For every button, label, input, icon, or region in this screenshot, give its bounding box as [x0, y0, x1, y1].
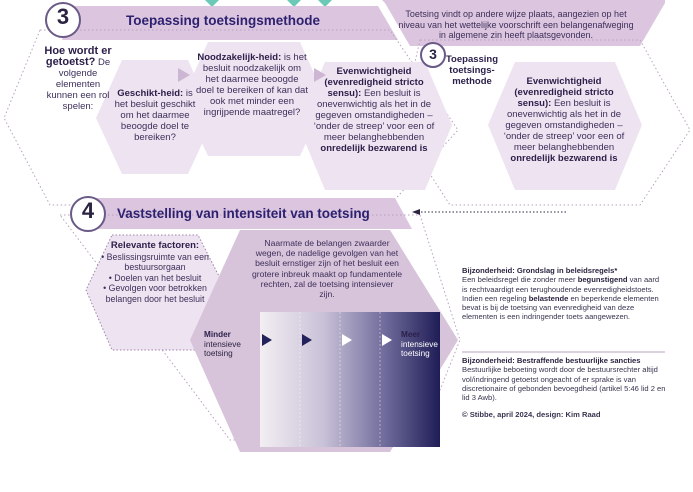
note1-body-b: van aard is rechtvaardigt een terughoudende evenredigheidstoets. Indien een regeling	[462, 275, 660, 303]
section4-number: 4	[81, 198, 95, 223]
minder-label	[204, 330, 260, 359]
minder-body: intensieve toetsing	[204, 339, 241, 358]
meer-body: intensieve toetsing	[401, 339, 438, 358]
intensity-text: Naarmate de belangen zwaarder wegen, de nadelige gevolgen van het besluit ernstiger zijn of het besluit een grotere inbreuk maakt op fundamentele rechten, zal de toetsing intensiever zijn.	[252, 238, 403, 300]
top-arrow-1	[205, 0, 219, 7]
note1-bold-a: begunstigend	[577, 275, 628, 285]
factor-item: • Doelen van het besluit	[108, 272, 202, 283]
note1-body-a: Een beleidsregel die zonder meer	[462, 275, 576, 285]
note1-bold-b: belastende	[528, 293, 569, 303]
nood-body: is het besluit noodzakelijk om het daarmee beoogde doel te bereiken of kan dat ook met minder een ingrijpende maatregel?	[196, 52, 308, 118]
note1-head: Bijzonderheid: Grondslag in beleidsregels*	[462, 266, 618, 275]
nood-text	[196, 52, 308, 118]
meer-label	[401, 330, 441, 359]
how-question-rest: De volgende elementen kunnen een rol spelen:	[46, 57, 111, 112]
right-number: 3	[429, 46, 437, 62]
geschikt-text	[110, 88, 200, 143]
geschikt-head: Geschikt-heid:	[117, 88, 184, 99]
how-question-head: Hoe wordt er getoetst?	[44, 45, 112, 68]
factoren-head: Relevante factoren:	[110, 240, 200, 251]
section4-title: Vaststelling van intensiteit van toetsing	[117, 206, 370, 221]
how-question	[40, 46, 116, 112]
even-left-text	[310, 66, 438, 154]
factor-item: • Gevolgen voor betrokken belangen door het besluit	[103, 283, 207, 304]
note-sancties	[462, 356, 666, 402]
even-left-body: Een besluit is onevenwichtig als het in de gegeven omstandigheden – ‘onder de streep’ voor een of meer belanghebbenden	[313, 88, 435, 143]
even-left-head: Evenwichtigheid (evenredigheid stricto sensu):	[324, 66, 424, 99]
meer-head: Meer	[401, 330, 421, 339]
note2-body: Bestuurlijke beboeting wordt door de bestuursrechter altijd vol/indringend getoetst ongeacht of er sprake is van discretionaire of gebonden bevoegdheid (artikel 5:46 lid 2 en lid 3 Awb).	[462, 365, 666, 403]
factor-item: • Beslissingsruimte van een bestuursorgaan	[101, 251, 209, 272]
nood-head: Noodzakelijk-heid:	[197, 52, 282, 63]
geschikt-body: is het besluit geschikt om het daarmee beoogde doel te bereiken?	[114, 88, 196, 143]
even-right-bold: onredelijk bezwarend is	[510, 153, 618, 164]
note1-body-c: en beperkende elementen bevat is bij de toetsing van evenredigheid van deze elementen is een indringender toets aangewezen.	[462, 293, 659, 322]
dotted-arrow-head	[412, 209, 420, 215]
note-beleidsregels	[462, 266, 666, 322]
even-left-bold: onredelijk bezwarend is	[320, 143, 428, 154]
even-right-body: Een besluit is onevenwichtig als het in de gegeven omstandigheden – ‘onder de streep’ voor een of meer belanghebbenden	[503, 98, 625, 153]
right-top-text: Toetsing vindt op andere wijze plaats, aangezien op het niveau van het wettelijke voorschrift een belangenafweging in algemene zin heeft plaatsgevonden.	[398, 9, 634, 40]
right-label: Toepassing toetsings-methode	[445, 54, 499, 87]
section3-title: Toepassing toetsingsmethode	[126, 13, 321, 28]
credit: © Stibbe, april 2024, design: Kim Raad	[462, 410, 601, 419]
top-arrow-3	[318, 0, 332, 7]
note2-head: Bijzonderheid: Bestraffende bestuurlijke sancties	[462, 356, 641, 365]
even-right-head: Evenwichtigheid (evenredigheid stricto sensu):	[514, 76, 614, 109]
top-arrow-2	[287, 0, 301, 7]
even-right-text	[500, 76, 628, 164]
minder-head: Minder	[204, 330, 231, 339]
factoren-text	[98, 241, 212, 304]
section3-number: 3	[56, 4, 70, 29]
